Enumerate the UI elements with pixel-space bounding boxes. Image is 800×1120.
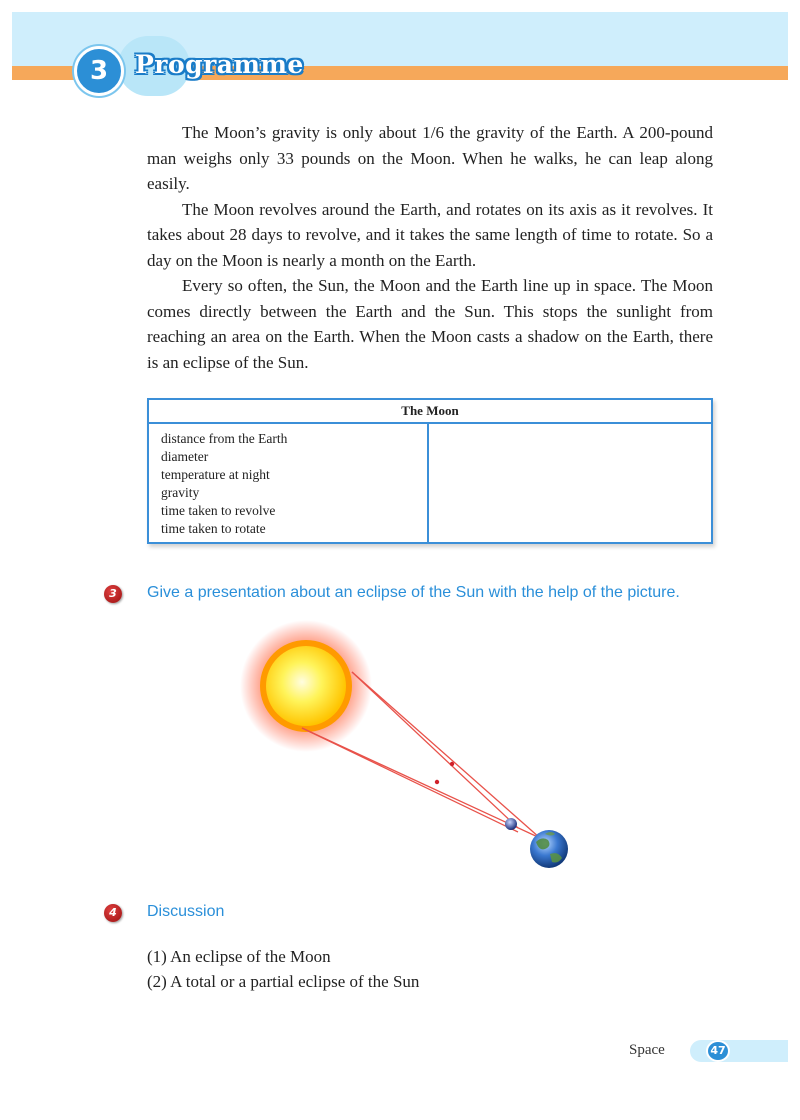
sun-icon	[240, 620, 372, 752]
footer-unit-label: Space	[629, 1042, 665, 1058]
section-number-badge: 3	[74, 46, 124, 96]
table-label-column	[149, 424, 429, 542]
task-number-marker: 4	[104, 904, 122, 922]
eclipse-diagram	[240, 620, 580, 880]
paragraph: The Moon’s gravity is only about 1/6 the gravity of the Earth. A 200-pound man weighs only 33 pounds on the Moon. When he walks, he can leap along easily.	[147, 123, 713, 193]
ray-arrow-markers	[435, 762, 454, 784]
page-number: 47	[706, 1040, 730, 1062]
task-heading: Discussion	[147, 903, 225, 920]
list-item: (1) An eclipse of the Moon	[147, 947, 331, 966]
table-title: The Moon	[149, 400, 711, 424]
table-row-label: gravity	[161, 485, 200, 500]
table-row-label: diameter	[161, 449, 209, 464]
moon-icon	[505, 818, 517, 830]
table-row-label: temperature at night	[161, 467, 270, 482]
table-row-label: distance from the Earth	[161, 431, 288, 446]
table-row-label: time taken to revolve	[161, 503, 276, 518]
section-title: Programme	[135, 50, 304, 79]
moon-facts-table	[147, 398, 713, 544]
footer-band	[690, 1040, 788, 1062]
list-item: (2) A total or a partial eclipse of the Sun	[147, 972, 420, 991]
task-instruction: Give a presentation about an eclipse of the Sun with the help of the picture.	[147, 584, 680, 601]
table-row-label: time taken to rotate	[161, 521, 266, 536]
discussion-list	[147, 944, 419, 994]
task-number-marker: 3	[104, 585, 122, 603]
paragraph: The Moon revolves around the Earth, and rotates on its axis as it revolves. It takes about 28 days to revolve, and it takes the same length of time to rotate. So a day on the Moon is nearly a month on the Earth.	[147, 199, 713, 270]
earth-icon	[530, 830, 568, 868]
body-text	[147, 120, 713, 375]
paragraph: Every so often, the Sun, the Moon and the Earth line up in space. The Moon comes directly between the Earth and the Sun. This stops the sunlight from reaching an area on the Earth. When the Moon casts a shadow on the Earth, there is an eclipse of the Sun.	[147, 276, 713, 372]
